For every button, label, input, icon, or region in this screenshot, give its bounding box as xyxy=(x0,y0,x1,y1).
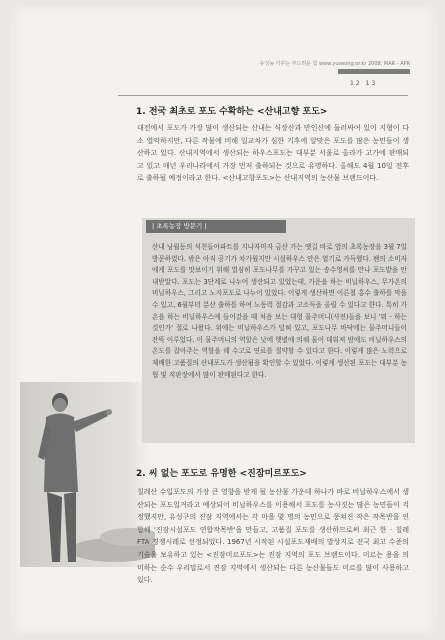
section1-title: 1. 전국 최초로 포도 수확하는 <산내고향 포도> xyxy=(136,107,328,117)
section2-title: 2. 씨 없는 포도로 유명한 <진잠미르포도> xyxy=(136,469,307,479)
farmer-photo xyxy=(20,372,155,567)
section2-paragraph: 칠레산 수입포도의 가장 큰 영향을 받게 될 농산물 가운데 하나가 바로 비닐하우스에서 생산되는 포도일거라고 예상되어 비닐하우스를 이용해서 포도를 농사짓는 많은 농민들이 걱정했지만, 유성구의 진잠 지역에서는 각 마을 몇 명의 농민으로 뭉쳐진 작은 작목반을 연합해 '진잠시설포도 연합작목반'을 만들고, 고품질 포도를 생산하므로써 최근 한 · 칠레 FTA 경쟁시레로 선정되었다. 1967년 시작된 시설포도재배의 발상지로 전국 최고 수준의 기술을 보유하고 있는 <진잠미르포도>는 진잠 지역의 포도 브랜드이다. 미르는 용을 의미하는 순수 우리말로서 진잠 지역에서 생산되는 다른 농산물들도 미르를 많이 사용하고 있다. xyxy=(137,488,409,585)
section1-paragraph: 대전에서 포도가 가장 많이 생산되는 산내는 식장산과 만인산에 둘러싸여 있어 지형이 다소 열악하지만, 다른 작물에 비해 일교차가 심한 기후에 알맞은 포도를 많은 농민들이 생산하고 있다. 산내지역에서 생산되는 하우스포도는 대부분 서울로 올라가 고가에 판매되고 있고 매년 우리나라에서 가장 먼저 출하되는 것으로 유명하다. 올해도 4월 10일 전후로 출하될 예정이라고 한다. <산내고향포도>는 산내지역의 농산물 브랜드이다. xyxy=(137,124,409,183)
header-bar xyxy=(338,69,410,74)
visit-box-text: 산내 낭월동의 석천들아파트를 지나자마자 금산 가는 옛길 바로 옆의 초록농장을 3월 7일 방문하였다. 밖은 아직 공기가 차가웠지만 시설하우스 안은 열기로 가득했다. 팬의 소비자에게 포도를 맛보이기 위해 열심히 포도나무를 가꾸고 있는 송수영씨를 만나 포도밭을 안내받았다. 포도는 3단계로 나누어 생산되고 있었는데, 가운을 하는 비닐하우스, 무가온의 비닐하우스, 그리고 노지포도로 나누어 있었다. 이렇게 생산하면 이른철 홍수 출하를 막을 수 있고, 6월부터 분산 출하를 하여 노동력 절감과 고소득을 올릴 수 있다고 한다. 특히 가온을 하는 비닐하우스에 들어갔을 때 처음 보는 대형 물주머니(사진)들을 보니 '뭐 - 하는 것인가' 절로 나왔다. 위에는 비닐하우스가 덮혀 있고, 포도나무 바닥에는 물주머니들이 잔뜩 이루었다. 이 물주머니의 역할은 낮에 햇볕에 의해 물이 데워져 밤에도 비닐하우스의 온도를 잡아주는 역할을 해 수고로 연료를 절약할 수 있다고 한다. 이렇게 많은 노력으로 재배한 고품질의 산내포도가 생산됨을 확인할 수 있었다. 이렇게 생산된 포도는 대부분 농협 및 직판장에서 많이 판매된다고 한다. xyxy=(152,243,407,379)
header-divider xyxy=(118,95,408,96)
page-numbers: 12 13 xyxy=(350,80,378,87)
visit-box-label: | 초록농장 방문기 | xyxy=(146,220,286,233)
running-head: 유성농 가꾸는 부드러운 힘 www.yuseong.or.kr 2008, MAR - APR xyxy=(259,61,410,67)
